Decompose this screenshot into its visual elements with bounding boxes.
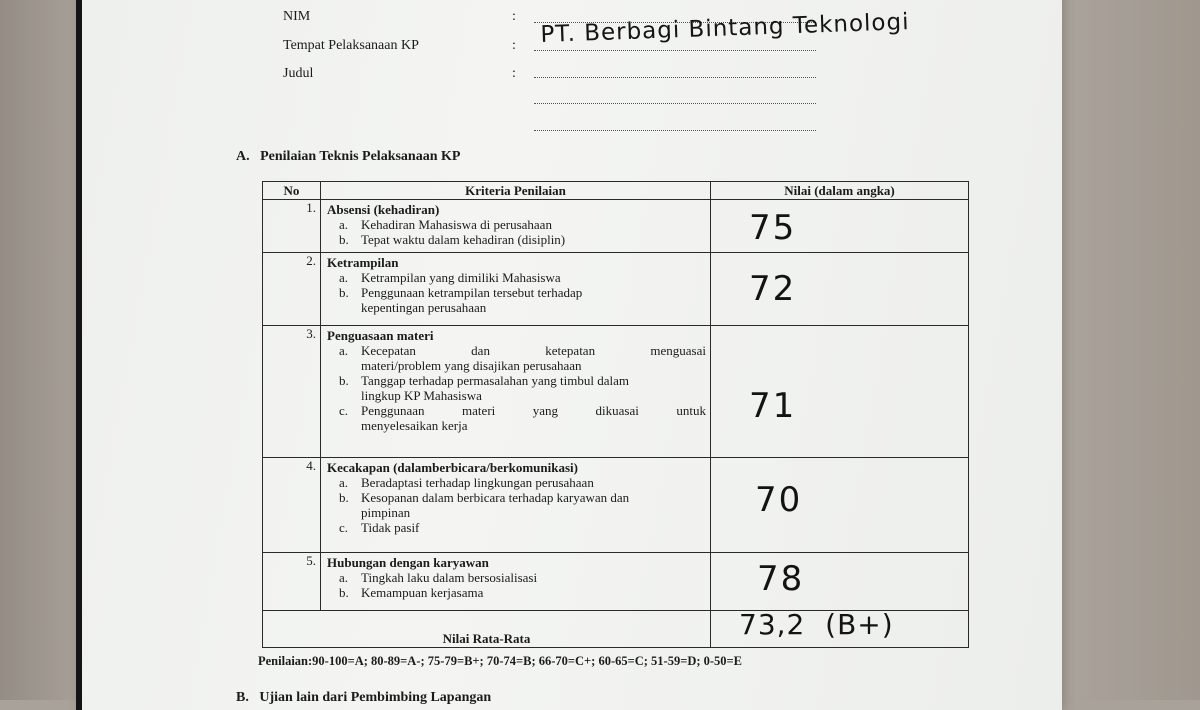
item-letter: a.: [339, 217, 349, 232]
score-cell: [711, 458, 969, 553]
item-text-continued: materi/problem yang disajikan perusahaan: [361, 358, 582, 373]
criteria-cell: [321, 553, 711, 611]
item-letter: b.: [339, 585, 349, 600]
score-handwritten: 75: [749, 208, 797, 248]
grading-scale-note: Penilaian:90-100=A; 80-89=A-; 75-79=B+; 70-74=B; 66-70=C+; 60-65=C; 51-59=D; 0-50=E: [258, 654, 743, 668]
criteria-cell: [321, 200, 711, 253]
item-text: Kecepatan dan ketepatan menguasai: [361, 343, 706, 358]
item-letter: b.: [339, 373, 349, 388]
section-a-title: A. Penilaian Teknis Pelaksanaan KP: [236, 149, 461, 164]
score-handwritten: 78: [757, 559, 805, 599]
judul-label: Judul: [283, 66, 314, 81]
item-text-continued: menyelesaikan kerja: [361, 418, 468, 433]
row-number: 2.: [263, 253, 321, 326]
criteria-cell: [321, 253, 711, 326]
item-text: Beradaptasi terhadap lingkungan perusahaan: [361, 475, 594, 490]
header-kriteria: Kriteria Penilaian: [321, 182, 711, 200]
criteria-title: Ketrampilan: [327, 255, 399, 270]
row-number: 1.: [263, 200, 321, 253]
table-header-row: [263, 182, 969, 200]
average-row: [263, 611, 969, 648]
item-letter: a.: [339, 475, 349, 490]
section-b-title-partial: B. Ujian lain dari Pembimbing Lapangan: [236, 690, 492, 705]
row-number: 4.: [263, 458, 321, 553]
item-letter: c.: [339, 403, 349, 418]
average-label: Nilai Rata-Rata: [263, 611, 711, 648]
average-cell: [711, 608, 969, 648]
background-left: [0, 0, 80, 700]
nim-label: NIM: [283, 9, 311, 24]
score-cell: [711, 253, 969, 326]
table-row: [263, 253, 969, 326]
item-text: Tanggap terhadap permasalahan yang timbul dalam: [361, 373, 630, 388]
item-text-continued: lingkup KP Mahasiswa: [361, 388, 482, 403]
item-letter: a.: [339, 570, 349, 585]
score-cell: [711, 200, 969, 253]
tempat-colon: :: [512, 38, 516, 53]
score-handwritten: 72: [749, 269, 797, 309]
table-row: [263, 553, 969, 611]
item-letter: b.: [339, 285, 349, 300]
item-text: Kehadiran Mahasiswa di perusahaan: [361, 217, 552, 232]
item-text: Tidak pasif: [361, 520, 420, 535]
table-row: [263, 200, 969, 253]
judul-line-3: [534, 130, 816, 131]
tempat-label: Tempat Pelaksanaan KP: [283, 38, 419, 53]
criteria-cell: [321, 458, 711, 553]
item-text: Kesopanan dalam berbicara terhadap karyawan dan: [361, 490, 630, 505]
row-number: 5.: [263, 553, 321, 611]
average-handwritten: 73,2 (B+): [739, 608, 894, 641]
judul-line-2: [534, 103, 816, 104]
judul-line-1: [534, 77, 816, 78]
item-text: Tingkah laku dalam bersosialisasi: [361, 570, 538, 585]
judul-colon: :: [512, 66, 516, 81]
assessment-table: [262, 181, 969, 648]
tempat-line: [534, 50, 816, 51]
criteria-cell: [321, 326, 711, 458]
item-text: Penggunaan materi yang dikuasai untuk: [361, 403, 706, 418]
nim-colon: :: [512, 9, 516, 24]
item-letter: c.: [339, 520, 349, 535]
item-letter: b.: [339, 490, 349, 505]
item-text: Penggunaan ketrampilan tersebut terhadap: [361, 285, 583, 300]
table-row: [263, 458, 969, 553]
row-number: 3.: [263, 326, 321, 458]
header-no: No: [263, 182, 321, 200]
criteria-title: Kecakapan (dalamberbicara/berkomunikasi): [327, 460, 578, 475]
item-letter: a.: [339, 270, 349, 285]
tempat-value-handwritten: PT. Berbagi Bintang Teknologi: [540, 9, 910, 48]
item-text: Ketrampilan yang dimiliki Mahasiswa: [361, 270, 561, 285]
score-handwritten: 71: [749, 386, 797, 426]
score-cell: [711, 553, 969, 611]
item-text: Tepat waktu dalam kehadiran (disiplin): [361, 232, 566, 247]
item-text: Kemampuan kerjasama: [361, 585, 484, 600]
score-cell: [711, 326, 969, 458]
criteria-title: Hubungan dengan karyawan: [327, 555, 489, 570]
item-text-continued: kepentingan perusahaan: [361, 300, 487, 315]
criteria-title: Absensi (kehadiran): [327, 202, 440, 217]
item-letter: a.: [339, 343, 349, 358]
criteria-title: Penguasaan materi: [327, 328, 434, 343]
item-text-continued: pimpinan: [361, 505, 411, 520]
header-nilai: Nilai (dalam angka): [711, 182, 969, 200]
background-right: [1060, 0, 1200, 700]
item-letter: b.: [339, 232, 349, 247]
score-handwritten: 70: [755, 480, 803, 520]
table-row: [263, 326, 969, 458]
